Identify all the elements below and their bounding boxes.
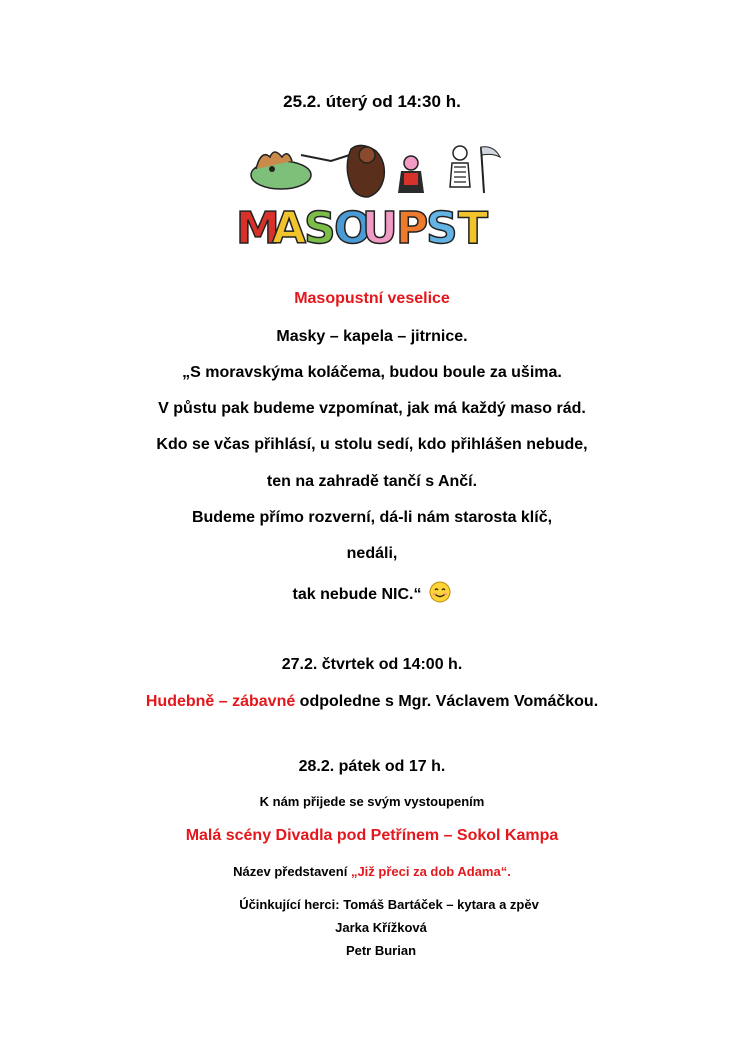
- verse-line: „S moravskýma koláčema, budou boule za ušima.: [182, 364, 562, 381]
- logo-letter: O: [334, 203, 372, 251]
- logo-letter: T: [458, 203, 489, 251]
- logo-letter: S: [426, 203, 458, 251]
- event2-rest: odpoledne s Mgr. Václavem Vomáčkou.: [295, 693, 599, 710]
- event3-show: [0, 864, 744, 879]
- verse-line: Budeme přímo rozverní, dá-li nám starosta klíč,: [191, 509, 553, 526]
- logo-letter: A: [272, 203, 307, 251]
- verse-last-text: tak nebude NIC.“: [292, 586, 422, 603]
- verse-line: Kdo se včas přihlásí, u stolu sedí, kdo přihlášen nebude,: [156, 436, 588, 453]
- verse-line: V půstu pak budeme vzpomínat, jak má každý maso rád.: [158, 400, 586, 417]
- event2-highlight: Hudebně – zábavné: [145, 693, 296, 710]
- smiling-face-icon: [429, 581, 451, 608]
- event3-cast: Účinkující herci: Tomáš Bartáček – kytara a zpěv: [239, 897, 539, 912]
- event1-date: 25.2. úterý od 14:30 h.: [283, 92, 461, 111]
- event3-troupe: Malá scény Divadla pod Petřínem – Sokol Kampa: [185, 827, 559, 844]
- verse-last-line: [0, 581, 744, 608]
- logo-letter: U: [362, 203, 398, 251]
- event3-show-title: „Již přeci za dob Adama“.: [350, 864, 511, 879]
- logo-letter: P: [396, 203, 429, 251]
- event3-intro: K nám přijede se svým vystoupením: [259, 794, 485, 809]
- verse-line: Masky – kapela – jitrnice.: [276, 328, 468, 345]
- event3-date: 28.2. pátek od 17 h.: [298, 758, 446, 775]
- event2-date: 27.2. čtvrtek od 14:00 h.: [281, 656, 463, 673]
- logo-letter: S: [304, 203, 336, 251]
- masopust-logo-image: [236, 143, 506, 251]
- verse-line: ten na zahradě tančí s Ančí.: [266, 473, 478, 490]
- masopust-logo: [236, 143, 506, 251]
- verse-line: nedáli,: [346, 545, 398, 562]
- event3-show-label: Název představení: [233, 864, 351, 879]
- event3-cast: Jarka Křížková: [335, 920, 427, 935]
- logo-letter: M: [236, 203, 280, 251]
- carnival-figures: [251, 145, 500, 197]
- event1-title: Masopustní veselice: [294, 290, 450, 307]
- event2-description: [0, 693, 744, 711]
- event3-cast: Petr Burian: [345, 943, 417, 958]
